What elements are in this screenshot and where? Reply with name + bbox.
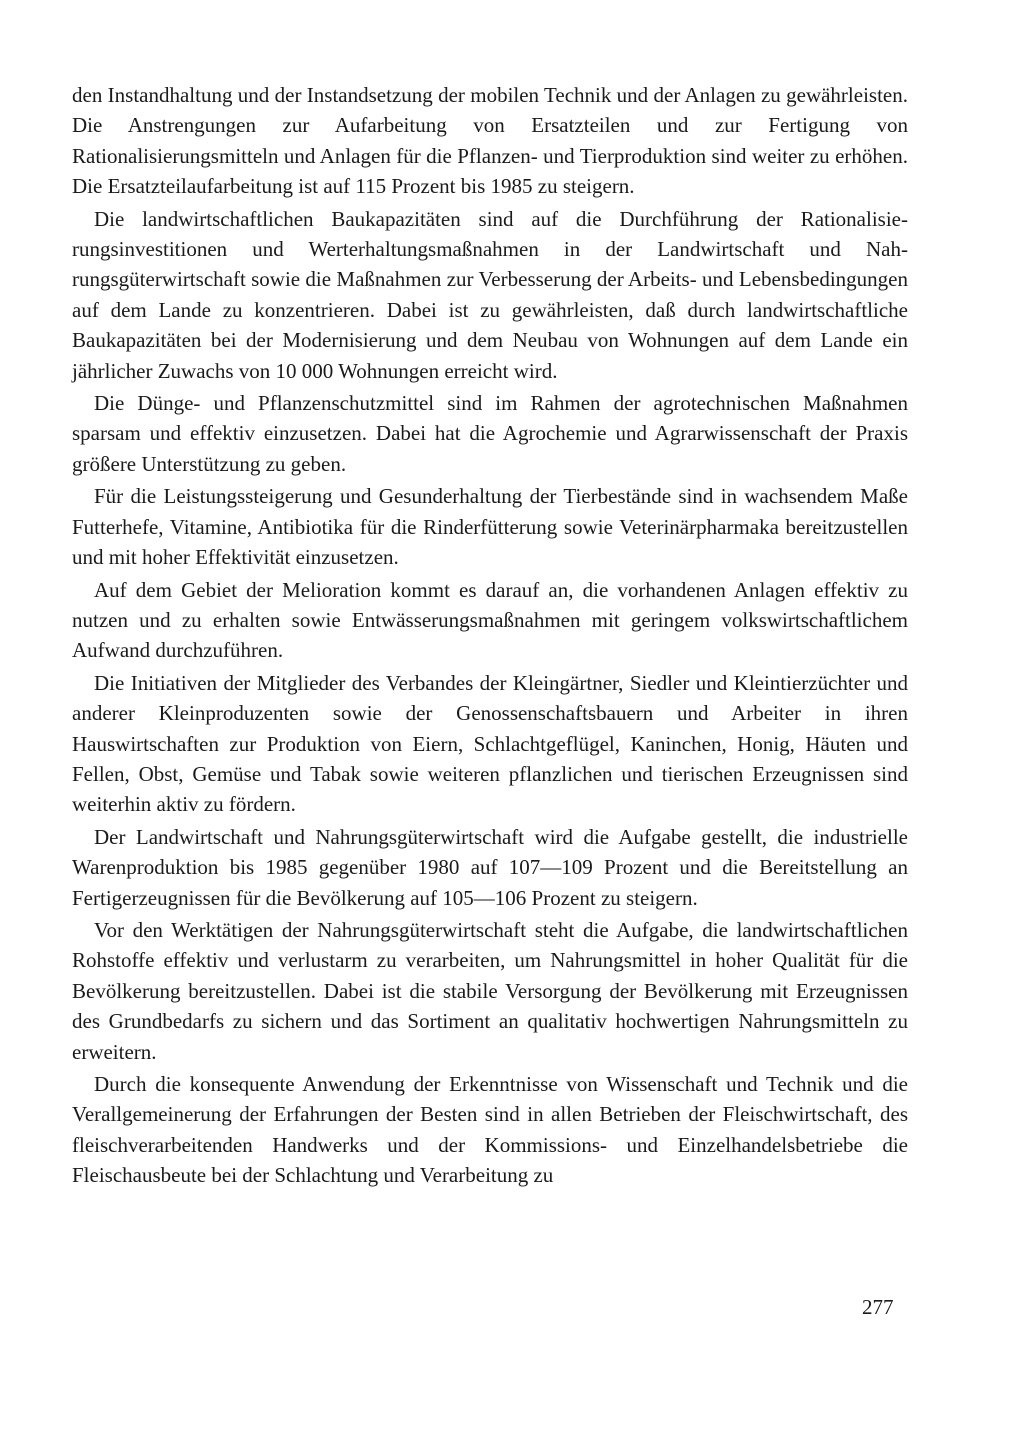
body-text — [72, 80, 908, 1193]
page-number: 277 — [862, 1295, 894, 1319]
paragraph-6: Die Initiativen der Mitglieder des Verbandes der Kleingärtner, Siedler und Kleintierzüchter und anderer Kleinproduzenten sowie der Genossenschaftsbauern und Arbeiter in ihren Hauswirtschaften zur Produktion von Eiern, Schlachtgeflügel, Kaninchen, Honig, Häuten und Fellen, Obst, Gemüse und Tabak sowie weiteren pflanzlichen und tierischen Erzeugnissen sind weiterhin aktiv zu fördern. — [72, 670, 908, 817]
paragraph-7: Der Landwirtschaft und Nahrungsgüterwirtschaft wird die Aufgabe gestellt, die industrielle Warenproduktion bis 1985 gegenüber 1980 auf 107—109 Prozent und die Bereitstellung an Fertigerzeugnissen für die Bevölkerung auf 105—106 Prozent zu steigern. — [72, 824, 908, 910]
paragraph-1: den Instandhaltung und der Instandsetzung der mobilen Technik und der Anlagen zu gewährleisten. Die Anstrengungen zur Aufarbeitung von Ersatzteilen und zur Fertigung von Rationalisierungsmitteln und Anlagen für die Pflanzen- und Tierproduktion sind weiter zu erhöhen. Die Ersatzteilaufarbeitung ist auf 115 Prozent bis 1985 zu steigern. — [72, 83, 908, 199]
paragraph-4: Für die Leistungssteigerung und Gesunderhaltung der Tierbestände sind in wachsendem Maße Futterhefe, Vitamine, Antibiotika für die Rinderfütterung sowie Veterinärpharmaka bereitzustellen und mit hoher Effektivität einzusetzen. — [72, 484, 908, 570]
paragraph-3: Die Dünge- und Pflanzenschutzmittel sind im Rahmen der agrotechnischen Maßnahmen sparsam und effektiv einzusetzen. Dabei hat die Agrochemie und Agrarwissenschaft der Praxis größere Unterstützung zu geben. — [72, 391, 908, 476]
paragraph-9: Durch die konsequente Anwendung der Erkenntnisse von Wissenschaft und Technik und die Verallgemeinerung der Erfahrungen der Besten sind in allen Betrieben der Fleischwirtschaft, des fleischverarbeitenden Handwerks und der Kommissions- und Einzelhandelsbetriebe die Fleischausbeute bei der Schlachtung und Verarbeitung zu — [72, 1072, 908, 1188]
paragraph-5: Auf dem Gebiet der Melioration kommt es darauf an, die vorhandenen Anlagen effektiv zu nutzen und zu erhalten sowie Entwässerungsmaßnahmen mit geringem volkswirtschaftlichem Aufwand durchzuführen. — [72, 577, 908, 663]
paragraph-2: Die landwirtschaftlichen Baukapazitäten sind auf die Durchführung der Rationalisierungsinvestitionen und Werterhaltungsmaßnahmen in der Landwirtschaft und Nahrungsgüterwirtschaft sowie die Maßnahmen zur Verbesserung der Arbeits- und Lebensbedingungen auf dem Lande zu konzentrieren. Dabei ist zu gewährleisten, daß durch landwirtschaftliche Baukapazitäten bei der Modernisierung und dem Neubau von Wohnungen auf dem Lande ein jährlicher Zuwachs von 10 000 Wohnungen erreicht wird. — [72, 206, 908, 383]
paragraph-8: Vor den Werktätigen der Nahrungsgüterwirtschaft steht die Aufgabe, die landwirtschaftlichen Rohstoffe effektiv und verlustarm zu verarbeiten, um Nahrungsmittel in hoher Qualität für die Bevölkerung bereitzustellen. Dabei ist die stabile Versorgung der Bevölkerung mit Erzeugnissen des Grundbedarfs zu sichern und das Sortiment an qualitativ hochwertigen Nahrungsmitteln zu erweitern. — [72, 917, 908, 1064]
